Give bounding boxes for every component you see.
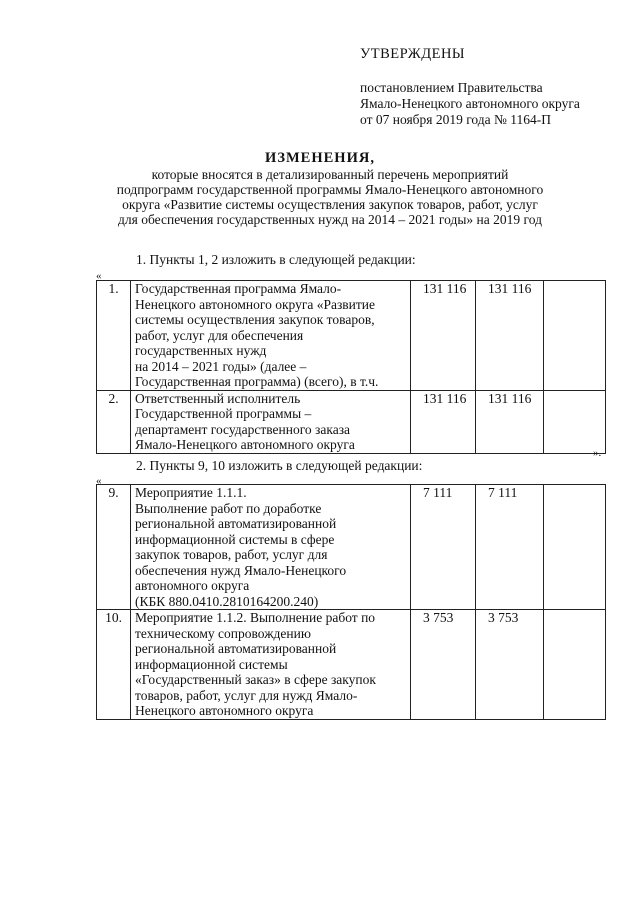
subtitle-line: которые вносятся в детализированный перечень мероприятий [151,167,509,182]
row-value-1: 7 111 [411,485,476,610]
row-number: 1. [97,281,131,391]
table-row [97,390,606,453]
row-number: 2. [97,390,131,453]
subtitle-line: округа «Развитие системы осуществления закупок товаров, работ, услуг [122,197,538,212]
row-name: Мероприятие 1.1.2. Выполнение работ по техническому сопровождению региональной автоматизированной информационной системы «Государственный заказ» в сфере закупок товаров, работ, услуг для нужд Ямало- Ненецкого автономного округа [131,610,411,720]
section-2-intro: 2. Пункты 9, 10 изложить в следующей редакции: [136,458,423,473]
row-value-3 [544,281,606,391]
section-1-quote-open: « [96,270,102,282]
row-name: Мероприятие 1.1.1. Выполнение работ по доработке региональной автоматизированной информационной системы в сфере закупок товаров, работ, услуг для обеспечения нужд Ямало-Ненецкого автономного округа (КБК 880.0410.2810164200.240) [131,485,411,610]
row-value-3 [544,390,606,453]
row-value-1: 3 753 [411,610,476,720]
table-row [97,610,606,720]
section-1-intro: 1. Пункты 1, 2 изложить в следующей редакции: [136,252,416,267]
subtitle-line: подпрограмм государственной программы Ямало-Ненецкого автономного [116,182,544,197]
row-value-3 [544,610,606,720]
approval-reference [360,80,580,128]
row-number: 10. [97,610,131,720]
row-name: Ответственный исполнитель Государственной программы – департамент государственного заказа Ямало-Ненецкого автономного округа [131,390,411,453]
row-number: 9. [97,485,131,610]
document-subtitle [80,167,580,227]
approval-line: от 07 ноября 2019 года № 1164-П [360,112,552,127]
approval-line: Ямало-Ненецкого автономного округа [360,96,580,111]
row-value-2: 131 116 [476,281,544,391]
row-value-2: 7 111 [476,485,544,610]
row-name: Государственная программа Ямало- Ненецкого автономного округа «Развитие системы осуществления закупок товаров, работ, услуг для обеспечения государственных нужд на 2014 – 2021 годы» (далее – Государственная программа) (всего), в т.ч. [131,281,411,391]
table-row [97,281,606,391]
approval-line: постановлением Правительства [360,80,543,95]
row-value-1: 131 116 [411,390,476,453]
section-2-quote-open: « [96,475,102,487]
row-value-2: 3 753 [476,610,544,720]
section-2-table [96,484,606,720]
approved-heading: УТВЕРЖДЕНЫ [360,46,466,62]
section-1-table [96,280,606,454]
table-row [97,485,606,610]
row-value-1: 131 116 [411,281,476,391]
row-value-2: 131 116 [476,390,544,453]
section-1-quote-close: ». [593,447,602,459]
document-title: ИЗМЕНЕНИЯ, [265,150,375,166]
row-value-3 [544,485,606,610]
subtitle-line: для обеспечения государственных нужд на 2014 – 2021 годы» на 2019 год [118,212,542,227]
